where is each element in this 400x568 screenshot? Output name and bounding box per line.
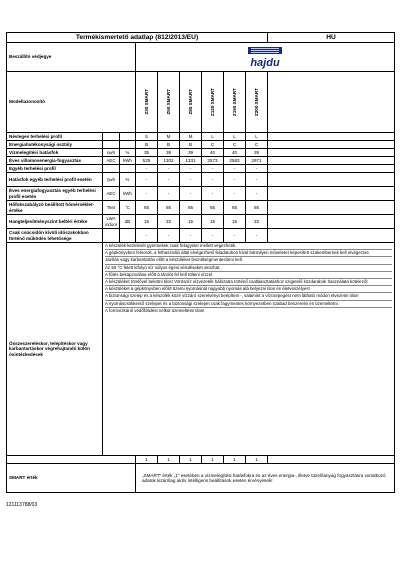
spec-value: -	[180, 229, 202, 243]
precaution-item: A készüléket a gépkönyvben előírt üzemi nyomásnál nagyobb nyomás alá helyezni tilos és életveszélyes!	[105, 286, 392, 293]
model-name: Z30 SMART	[143, 89, 149, 115]
spec-value: -	[224, 173, 246, 187]
spec-value: L	[246, 133, 268, 141]
document-code: 121113788/03	[6, 502, 38, 508]
blank-cell	[268, 229, 395, 243]
model-name: Z150 SMART	[231, 87, 237, 117]
model-cell	[224, 72, 246, 133]
brand-label: Beszállító védjegye	[7, 43, 136, 72]
precautions-list	[103, 243, 395, 456]
brand-logo-cell	[136, 43, 395, 72]
spec-symbol: Tset	[103, 201, 120, 215]
spec-value: 1331	[180, 157, 202, 165]
model-label: Modellazonosító	[7, 72, 136, 133]
precaution-item: A fűtés bekapcsolása előtt a tárolót fel kell tölteni vízzel.	[105, 272, 392, 279]
spec-label: Éves villamosenergia-fogyasztás	[7, 157, 103, 165]
model-cell	[136, 72, 158, 133]
spec-value: 65	[202, 201, 224, 215]
hajdu-logo	[205, 44, 325, 70]
spec-value: 39	[180, 149, 202, 157]
spec-value: 65	[158, 201, 180, 215]
spec-value: B	[158, 141, 180, 149]
spec-value: 15	[136, 215, 158, 229]
spec-label: Névleges terhelési profil	[7, 133, 103, 141]
blank-cell	[268, 149, 395, 157]
spec-value: -	[136, 165, 158, 173]
spec-value: 525	[136, 157, 158, 165]
spec-value: -	[158, 165, 180, 173]
precautions-values-row	[7, 456, 395, 464]
spec-symbol: AEC	[103, 187, 120, 201]
spec-value: 65	[136, 201, 158, 215]
spec-label: Éves energiafogyasztás egyéb terhelési profil esetén	[7, 187, 103, 201]
spec-value: -	[202, 229, 224, 243]
blank-cell	[268, 201, 395, 215]
precaution-item: A biztonsági szelep és a készülék közé vízzáró szerelvényt beépíteni -, valamint a vízcsepegést nem látható módon elvezetni tilos!	[105, 293, 392, 300]
spec-value: L	[202, 133, 224, 141]
spec-value: -	[180, 187, 202, 201]
precaution-value: 1	[202, 456, 224, 464]
spec-unit: °C	[120, 201, 136, 215]
spec-value: -	[202, 173, 224, 187]
spec-unit	[120, 229, 136, 243]
model-cell	[202, 72, 224, 133]
spec-value: 15	[246, 215, 268, 229]
spec-value: -	[224, 187, 246, 201]
spec-value: 65	[246, 201, 268, 215]
spec-value: -	[246, 173, 268, 187]
precautions-label: Összeszereléskor, telepítéskor vagy karbantartáskor végrehajtandó külön óvintézkedések	[7, 243, 103, 456]
blank-cell	[268, 215, 395, 229]
blank-cell	[268, 72, 395, 133]
spec-value: S	[136, 133, 158, 141]
fiche-table	[6, 32, 395, 493]
spec-value: 40	[224, 149, 246, 157]
precaution-value: 1	[246, 456, 268, 464]
spec-value: 39	[246, 149, 268, 157]
spec-value: -	[158, 187, 180, 201]
spec-value: 65	[180, 201, 202, 215]
spec-symbol: LWA indoor	[103, 215, 120, 229]
spec-row	[7, 133, 395, 141]
spec-value: M	[158, 133, 180, 141]
spec-label: Vízmelegítési hatásfok	[7, 149, 103, 157]
spec-symbol	[103, 229, 120, 243]
spec-symbol	[103, 133, 120, 141]
model-cell	[158, 72, 180, 133]
precaution-item: A nyomáscsökkentő szelepet és a biztonsági szelepet csak fagymentes környezetben szabad beszerelni és üzemeltetni.	[105, 301, 392, 308]
spec-row	[7, 173, 395, 187]
spec-unit	[120, 141, 136, 149]
spec-row	[7, 165, 395, 173]
product-fiche	[6, 32, 394, 493]
spec-value: 2671	[246, 157, 268, 165]
model-cell	[180, 72, 202, 133]
spec-value: -	[136, 173, 158, 187]
spec-value: 2573	[202, 157, 224, 165]
spec-symbol: ηwh	[103, 149, 120, 157]
spec-value: -	[158, 173, 180, 187]
spec-row	[7, 157, 395, 165]
spec-value: -	[246, 165, 268, 173]
blank-cell	[268, 157, 395, 165]
blank-cell	[268, 133, 395, 141]
brand-row	[7, 43, 395, 72]
spec-value: -	[202, 165, 224, 173]
spec-value: -	[246, 229, 268, 243]
spec-row	[7, 201, 395, 215]
spec-value: 40	[202, 149, 224, 157]
blank-cell	[268, 165, 395, 173]
spec-label: Egyéb terhelési profil	[7, 165, 103, 173]
precaution-item: A készüléket tömlővel bekötni tilos! Vörösréz vízvezeték hálózatra történő csatlakoztatáshoz szigetelő közdarabok használata kötelező!	[105, 279, 392, 286]
spec-row	[7, 141, 395, 149]
spec-value: M	[180, 133, 202, 141]
precaution-item: A gépkönyvben felsorolt, a felhasználó által elvégezhető feladatokon kívül bármilyen műveletet képesített szakembernek kell elvégeznie.	[105, 250, 392, 257]
spec-value: 65	[224, 201, 246, 215]
spec-value: 15	[202, 215, 224, 229]
precaution-value: 1	[158, 456, 180, 464]
spec-value: -	[202, 187, 224, 201]
model-name: Z120 SMART	[209, 87, 215, 117]
blank-cell	[268, 173, 395, 187]
spec-value: C	[202, 141, 224, 149]
spec-unit	[120, 165, 136, 173]
spec-value: B	[136, 141, 158, 149]
spec-row	[7, 149, 395, 157]
spec-value: 1302	[158, 157, 180, 165]
smart-row	[7, 464, 395, 493]
spec-value: 15	[180, 215, 202, 229]
spec-value: C	[224, 141, 246, 149]
spec-label: Csak csúcsidőn kívüli időszakokban történő működés lehetősége	[7, 229, 103, 243]
spec-value: B	[180, 141, 202, 149]
page-title: Termékismertető adatlap (812/2013/EU)	[7, 33, 268, 43]
blank-cell	[268, 141, 395, 149]
spec-value: -	[136, 187, 158, 201]
header-row	[7, 33, 395, 43]
spec-symbol	[103, 141, 120, 149]
blank-cell	[7, 456, 136, 464]
spec-label: Energiahatékonysági osztály	[7, 141, 103, 149]
spec-unit: %	[120, 173, 136, 187]
spec-row	[7, 215, 395, 229]
spec-value: 15	[224, 215, 246, 229]
spec-row	[7, 187, 395, 201]
spec-value: -	[180, 173, 202, 187]
spec-value: -	[180, 165, 202, 173]
smart-label: SMART érték	[7, 464, 136, 493]
spec-symbol	[103, 165, 120, 173]
spec-value: 15	[158, 215, 180, 229]
spec-symbol: AEC	[103, 157, 120, 165]
precautions-row	[7, 243, 395, 456]
spec-unit: kWh	[120, 157, 136, 165]
logo-text: hajdu	[250, 57, 280, 69]
precaution-item: A készülék kezelését gyermekek csak felügyelet mellett végezhetik.	[105, 243, 392, 250]
spec-value: C	[246, 141, 268, 149]
model-name: Z80 SMART	[187, 89, 193, 115]
spec-unit	[120, 133, 136, 141]
spec-unit: %	[120, 149, 136, 157]
precaution-value: 1	[180, 456, 202, 464]
spec-symbol: ηwh	[103, 173, 120, 187]
language-code: HU	[268, 33, 395, 43]
precaution-value: 1	[136, 456, 158, 464]
model-cell	[246, 72, 268, 133]
spec-value: -	[224, 165, 246, 173]
precaution-value: 1	[224, 456, 246, 464]
spec-value: 2583	[224, 157, 246, 165]
spec-unit: kWh	[120, 187, 136, 201]
spec-row	[7, 229, 395, 243]
precaution-item: Javítás vagy karbantartás előtt a készüléket feszültségmentesíteni kell.	[105, 257, 392, 264]
spec-value: -	[246, 187, 268, 201]
smart-text: „SMART” érték „1” esetében a vízmelegítési hatásfokra és az éves energia-, illetve tüzelőanyag fogyasztásra vonatkozó adatok kizárólag aktív intelligens beállítások esetén érvényesek!	[136, 464, 395, 493]
spec-label: Hatásfok egyéb terhelési profil esetén	[7, 173, 103, 187]
blank-cell	[268, 187, 395, 201]
blank-cell	[268, 456, 395, 464]
spec-value: -	[158, 229, 180, 243]
model-row	[7, 72, 395, 133]
spec-value: 35	[136, 149, 158, 157]
spec-label: Hőfokszabályzó beállított hőmérséklet-értéke	[7, 201, 103, 215]
model-name: Z50 SMART	[165, 89, 171, 115]
spec-value: 39	[158, 149, 180, 157]
spec-value: L	[224, 133, 246, 141]
spec-unit: dB	[120, 215, 136, 229]
spec-value: -	[224, 229, 246, 243]
model-name: Z200 SMART	[253, 87, 259, 117]
precaution-item: A forróvízkáról védőfólidést nélkül üzemeltetni tilos!	[105, 307, 205, 313]
spec-label: Hangteljesítményszint beltéri értéke	[7, 215, 103, 229]
spec-value: -	[136, 229, 158, 243]
precaution-item: Az 50 °C felett kifolyó víz súlyos égési sérüléseket okozhat.	[105, 265, 392, 272]
